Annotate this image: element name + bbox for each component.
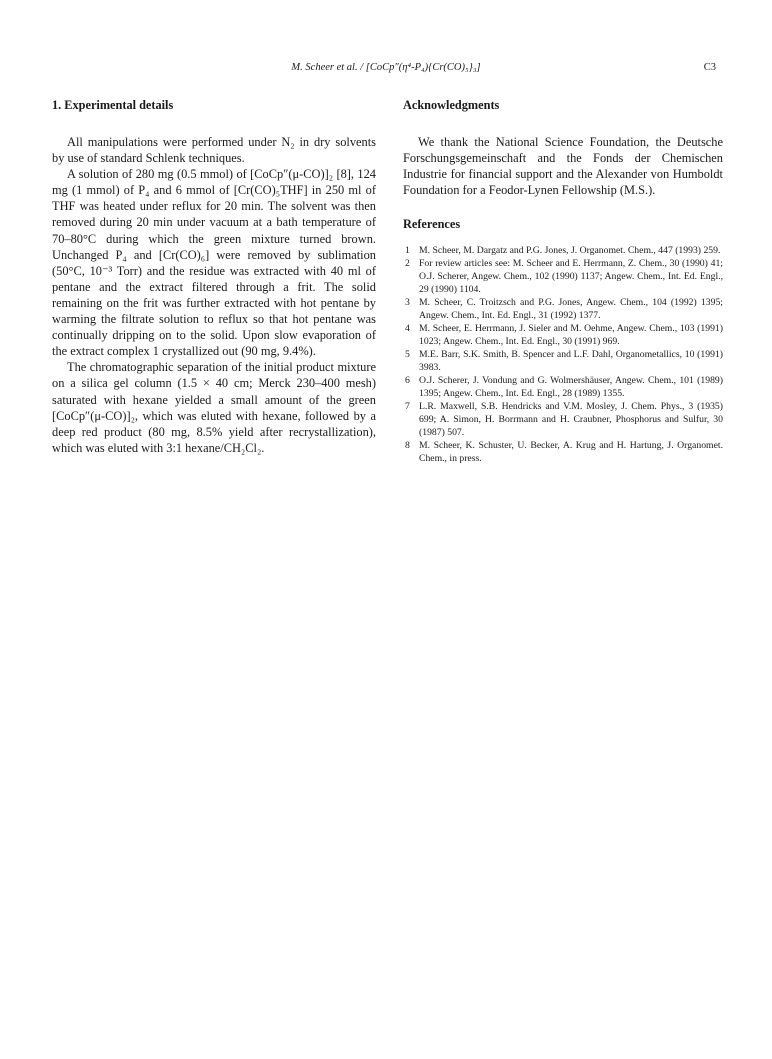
reference-item <box>403 439 723 465</box>
reference-number: 5 <box>405 349 410 361</box>
reference-item <box>403 244 723 257</box>
reference-number: 4 <box>405 323 410 335</box>
reference-number: 1 <box>405 245 410 257</box>
experimental-paragraph: All manipulations were performed under N₂ in dry solvents by use of standard Schlenk techniques. <box>52 135 376 166</box>
experimental-heading: 1. Experimental details <box>52 98 174 112</box>
reference-text: M. Scheer, E. Herrmann, J. Sieler and M. Oehme, Angew. Chem., 103 (1991) 1023; Angew. Chem., Int. Ed. Engl., 30 (1991) 969. <box>419 323 723 348</box>
running-title: M. Scheer et al. / [CoCp″(η⁴-P₄){Cr(CO)₅}₃] <box>291 62 481 73</box>
reference-number: 8 <box>405 440 410 452</box>
reference-item <box>403 257 723 296</box>
reference-number: 3 <box>405 297 410 309</box>
references-heading: References <box>403 217 461 232</box>
reference-item <box>403 348 723 374</box>
running-header <box>52 62 720 82</box>
reference-text: M.E. Barr, S.K. Smith, B. Spencer and L.F. Dahl, Organometallics, 10 (1991) 3983. <box>419 349 723 374</box>
reference-item <box>403 296 723 322</box>
reference-text: L.R. Maxwell, S.B. Hendricks and V.M. Mosley, J. Chem. Phys., 3 (1935) 699; A. Simon, H. Borrmann and H. Craubner, Phosphorus and Sulfur, 30 (1987) 507. <box>419 401 723 439</box>
reference-text: O.J. Scherer, J. Vondung and G. Wolmershäuser, Angew. Chem., 101 (1989) 1395; Angew. Chem., Int. Ed. Engl., 28 (1989) 1355. <box>419 375 723 400</box>
left-column <box>52 97 376 456</box>
acknowledgments-text: We thank the National Science Foundation, the Deutsche Forschungsgemeinschaft and the Fonds der Chemischen Industrie for financial support and the Alexander von Humboldt Foundation for a Feodor-Lynen Fellowship (M.S.). <box>403 135 723 198</box>
experimental-paragraph: The chromatographic separation of the initial product mixture on a silica gel column (1.5 × 40 cm; Merck 230–400 mesh) saturated with hexane yielded a small amount of the green [CoCp″(μ-CO)]₂, which was eluted with hexane, followed by a deep red product (80 mg, 8.5% yield after recrystallization), which was eluted with 3:1 hexane/CH₂Cl₂. <box>52 360 376 455</box>
reference-text: M. Scheer, C. Troitzsch and P.G. Jones, Angew. Chem., 104 (1992) 1395; Angew. Chem., Int. Ed. Engl., 31 (1992) 1377. <box>419 297 723 322</box>
page-number: C3 <box>703 62 716 73</box>
acknowledgments-heading: Acknowledgments <box>403 98 500 112</box>
reference-text: M. Scheer, K. Schuster, U. Becker, A. Krug and H. Hartung, J. Organomet. Chem., in press. <box>419 440 723 465</box>
experimental-paragraph: A solution of 280 mg (0.5 mmol) of [CoCp″(μ-CO)]₂ [8], 124 mg (1 mmol) of P₄ and 6 mmol of [Cr(CO)₅THF] in 250 ml of THF was heated under reflux for 20 min. The solvent was then removed during 20 min under vacuum at a bath temperature of 70–80°C during which the green mixture turned brown. Unchanged P₄ and [Cr(CO)₆] were removed by sublimation (50°C, 10⁻³ Torr) and the residue was extracted with 40 ml of pentane and the extract filtered through a frit. The solid remaining on the frit was further extracted with hot pentane by warming the filtrate solution to reflux so that hot pentane was continually dripping on to the solid. Upon slow evaporation of the extract complex 1 crystallized out (90 mg, 9.4%). <box>52 167 376 359</box>
reference-number: 6 <box>405 375 410 387</box>
reference-text: For review articles see: M. Scheer and E. Herrmann, Z. Chem., 30 (1990) 41; O.J. Scherer, Angew. Chem., 102 (1990) 1137; Angew. Chem., Int. Ed. Engl., 29 (1990) 1104. <box>419 258 723 296</box>
reference-number: 2 <box>405 258 410 270</box>
reference-list <box>403 244 723 465</box>
reference-number: 7 <box>405 401 410 413</box>
reference-item <box>403 374 723 400</box>
right-column <box>403 97 723 465</box>
reference-item <box>403 322 723 348</box>
reference-text: M. Scheer, M. Dargatz and P.G. Jones, J. Organomet. Chem., 447 (1993) 259. <box>419 245 721 257</box>
reference-item <box>403 400 723 439</box>
